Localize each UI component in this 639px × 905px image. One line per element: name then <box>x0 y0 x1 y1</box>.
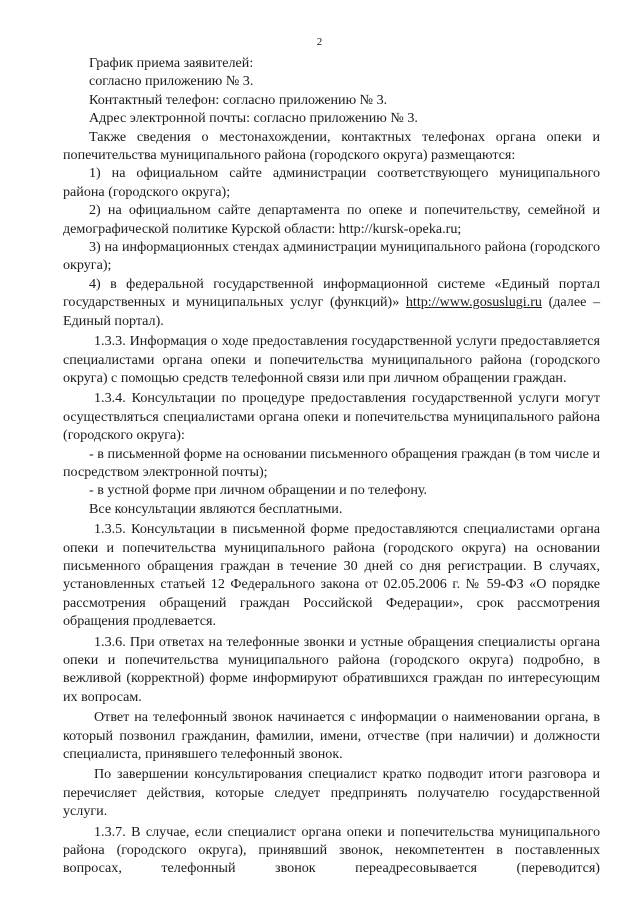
paragraph: График приема заявителей: <box>89 55 254 71</box>
paragraph: 1.3.7. В случае, если специалист органа опеки и попечительства муниципального района (городского округа), принявший звонок, некомпетентен в поставленных вопросах, телефонный звонок переадресовывается (переводится) <box>63 823 600 877</box>
paragraph: - в письменной форме на основании письменного обращения граждан (в том числе и посредством электронной почты); <box>63 445 600 480</box>
paragraph: 3) на информационных стендах администрации муниципального района (городского округа); <box>63 239 600 274</box>
paragraph: 1) на официальном сайте администрации соответствующего муниципального района (городского округа); <box>63 165 600 200</box>
paragraph: Все консультации являются бесплатными. <box>89 500 343 517</box>
paragraph: 1.3.5. Консультации в письменной форме предоставляются специалистами органа опеки и попечительства муниципального района (городского округа) на основании письменного обращения граждан в течение 30 дней со дня регистрации. В случаях, установленных статьей 12 Федерального закона от 02.05.2006 г. № 59-ФЗ «О порядке рассмотрения обращений граждан Российской Федерации», срок рассмотрения обращения продлевается. <box>63 521 600 630</box>
paragraph: 1.3.6. При ответах на телефонные звонки и устные обращения специалисты органа опеки и попечительства муниципального района (городского округа) подробно, в вежливой (корректной) форме информируют обратившихся граждан по интересующим их вопросам. <box>63 633 600 705</box>
portal-text-after: (далее – Единый портал). <box>63 294 600 329</box>
paragraph: согласно приложению № 3. <box>89 73 254 90</box>
paragraph: 2) на официальном сайте департамента по опеке и попечительству, семейной и демографической политике Курской области: http://kursk-opeka.ru; <box>63 202 600 237</box>
paragraph: Также сведения о местонахождении, контактных телефонах органа опеки и попечительства муниципального района (городского округа) размещаются: <box>63 128 600 164</box>
paragraph: 1.3.4. Консультации по процедуре предоставления государственной услуги могут осуществляться специалистами органа опеки и попечительства муниципального района (городского округа): <box>63 390 600 444</box>
portal-text-before: 4) в федеральной государственной информационной системе «Единый портал государственных и муниципальных услуг (функций)» <box>63 275 600 311</box>
document-body <box>63 54 600 878</box>
paragraph: Контактный телефон: согласно приложению № 3. <box>89 91 388 108</box>
portal-paragraph <box>63 275 600 330</box>
gosuslugi-link[interactable]: http://www.gosuslugi.ru <box>405 294 542 311</box>
paragraph: 1.3.3. Информация о ходе предоставления государственной услуги предоставляется специалистами органа опеки и попечительства муниципального района (городского округа) с помощью средств телефонной связи или при личном обращении граждан. <box>63 333 600 386</box>
page-number: 2 <box>316 36 323 48</box>
paragraph: - в устной форме при личном обращении и по телефону. <box>89 482 428 499</box>
paragraph: Адрес электронной почты: согласно приложению № 3. <box>89 110 418 127</box>
paragraph: Ответ на телефонный звонок начинается с информации о наименовании органа, в который позвонил гражданин, фамилии, имени, отчестве (при наличии) и должности специалиста, принявшего телефонный звонок. <box>63 709 600 763</box>
paragraph: По завершении консультирования специалист кратко подводит итоги разговора и перечисляет действия, которые следует предпринять получателю государственной услуги. <box>63 766 600 820</box>
